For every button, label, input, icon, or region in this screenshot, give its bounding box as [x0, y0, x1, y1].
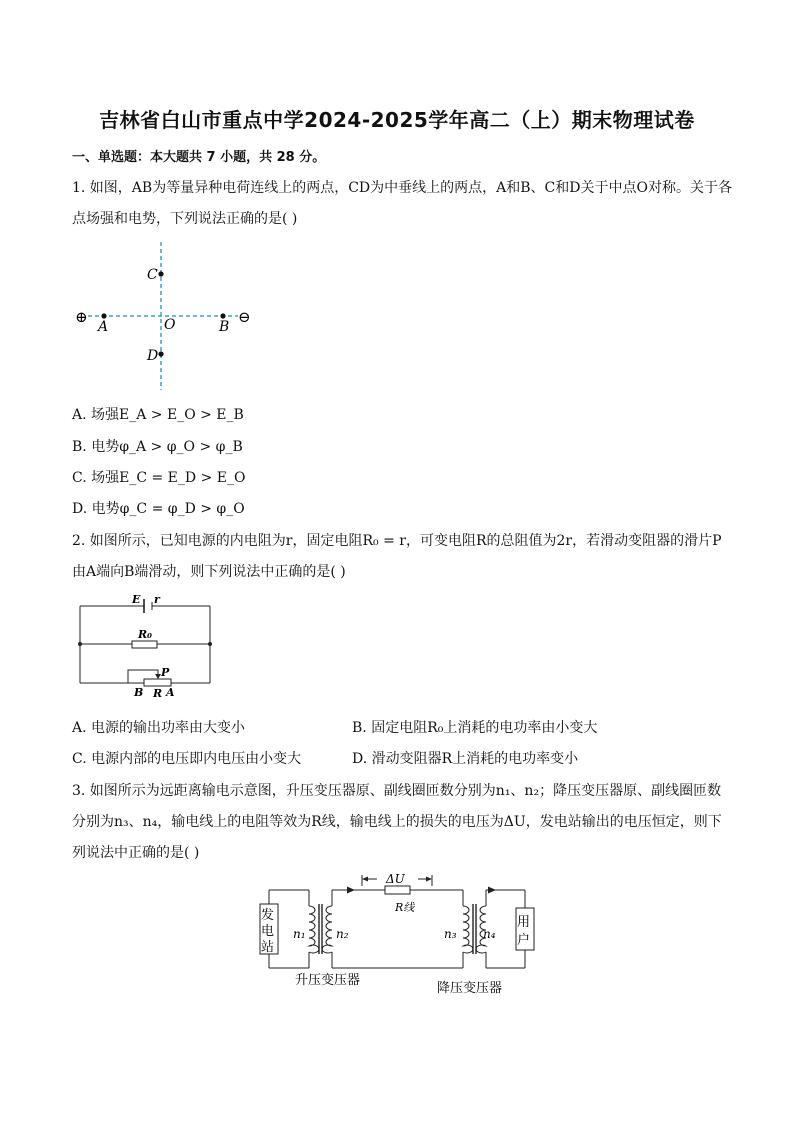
label-o: O: [164, 317, 176, 333]
label-n1: n₁: [293, 927, 306, 941]
q2-option-a[interactable]: A. 电源的输出功率由大变小: [72, 720, 246, 736]
q3-stem-line3: 列说法中正确的是( ): [72, 845, 200, 861]
plant-char-1: 发: [261, 908, 275, 923]
positive-charge-icon: ⊕: [75, 308, 88, 326]
line-resistor: [385, 886, 410, 894]
plant-char-2: 电: [261, 924, 275, 939]
junction-right: [208, 642, 212, 646]
label-p: P: [161, 666, 170, 679]
label-n3: n₃: [444, 927, 457, 941]
section-heading: 一、单选题：本大题共 7 小题，共 28 分。: [72, 150, 326, 165]
q3-stem-line1: 3. 如图所示为远距离输电示意图，升压变压器原、副线圈匝数分别为n₁、n₂；降压变压器原、副线圈匝数: [72, 783, 722, 799]
q1-option-b[interactable]: B. 电势φ_A > φ_O > φ_B: [72, 439, 243, 455]
coil-n3: [463, 906, 473, 953]
q2-option-d[interactable]: D. 滑动变阻器R上消耗的电功率变小: [352, 751, 579, 767]
q3-stem-line2: 分别为n₃、n₄，输电线上的电阻等效为R线，输电线上的损失的电压为ΔU，发电站输出的电压恒定，则下: [72, 814, 722, 830]
current-arrow-left: [347, 887, 355, 894]
label-e: E: [132, 593, 141, 606]
label-b: B: [219, 319, 230, 335]
q3-transmission-figure: [255, 866, 555, 998]
q1-option-a[interactable]: A. 场强E_A > E_O > E_B: [72, 407, 244, 423]
user-char-1: 用: [517, 915, 531, 930]
label-r-line: R线: [395, 901, 415, 914]
rheostat-r: [144, 679, 171, 686]
label-a: A: [166, 686, 175, 699]
label-step-up: 升压变压器: [295, 973, 361, 988]
q1-charge-figure: [72, 236, 262, 396]
resistor-r0: [132, 641, 157, 648]
user-char-2: 户: [517, 933, 531, 948]
label-r-internal: r: [154, 593, 160, 606]
coil-n1: [309, 906, 319, 953]
label-n2: n₂: [336, 927, 349, 941]
q1-stem-line1: 1. 如图，AB为等量异种电荷连线上的两点，CD为中垂线上的两点，A和B、C和D关于中点O对称。关于各: [72, 180, 732, 196]
q2-stem-line2: 由A端向B端滑动，则下列说法中正确的是( ): [72, 564, 346, 580]
q2-circuit-figure: [72, 590, 217, 702]
q1-option-c[interactable]: C. 场强E_C = E_D > E_O: [72, 470, 246, 486]
point-c: [158, 271, 163, 276]
label-d: D: [147, 348, 159, 364]
junction-left: [78, 642, 82, 646]
point-d: [158, 351, 163, 356]
slider-p: [128, 670, 158, 683]
label-delta-u: ΔU: [386, 872, 405, 886]
label-b: B: [134, 686, 144, 699]
current-arrow-right: [488, 887, 496, 894]
label-r0: R₀: [138, 628, 152, 641]
label-n4: n₄: [483, 927, 496, 941]
q2-option-c[interactable]: C. 电源内部的电压即内电压由小变大: [72, 751, 302, 767]
point-a: [101, 313, 106, 318]
label-c: C: [147, 267, 158, 283]
negative-charge-icon: ⊖: [238, 308, 251, 326]
q2-option-b[interactable]: B. 固定电阻R₀上消耗的电功率由小变大: [352, 720, 598, 736]
label-step-down: 降压变压器: [437, 981, 503, 996]
q1-stem-line2: 点场强和电势，下列说法正确的是( ): [72, 211, 298, 227]
q1-option-d[interactable]: D. 电势φ_C = φ_D > φ_O: [72, 501, 245, 517]
plant-char-3: 站: [261, 940, 275, 955]
q2-stem-line1: 2. 如图所示，已知电源的内电阻为r，固定电阻R₀ = r，可变电阻R的总阻值为2r，若滑动变阻器的滑片P: [72, 533, 722, 549]
exam-title: 吉林省白山市重点中学2024-2025学年高二（上）期末物理试卷: [99, 108, 695, 132]
coil-n2: [322, 906, 332, 953]
label-a: A: [98, 319, 109, 335]
label-r: R: [153, 687, 163, 700]
point-b: [220, 313, 225, 318]
